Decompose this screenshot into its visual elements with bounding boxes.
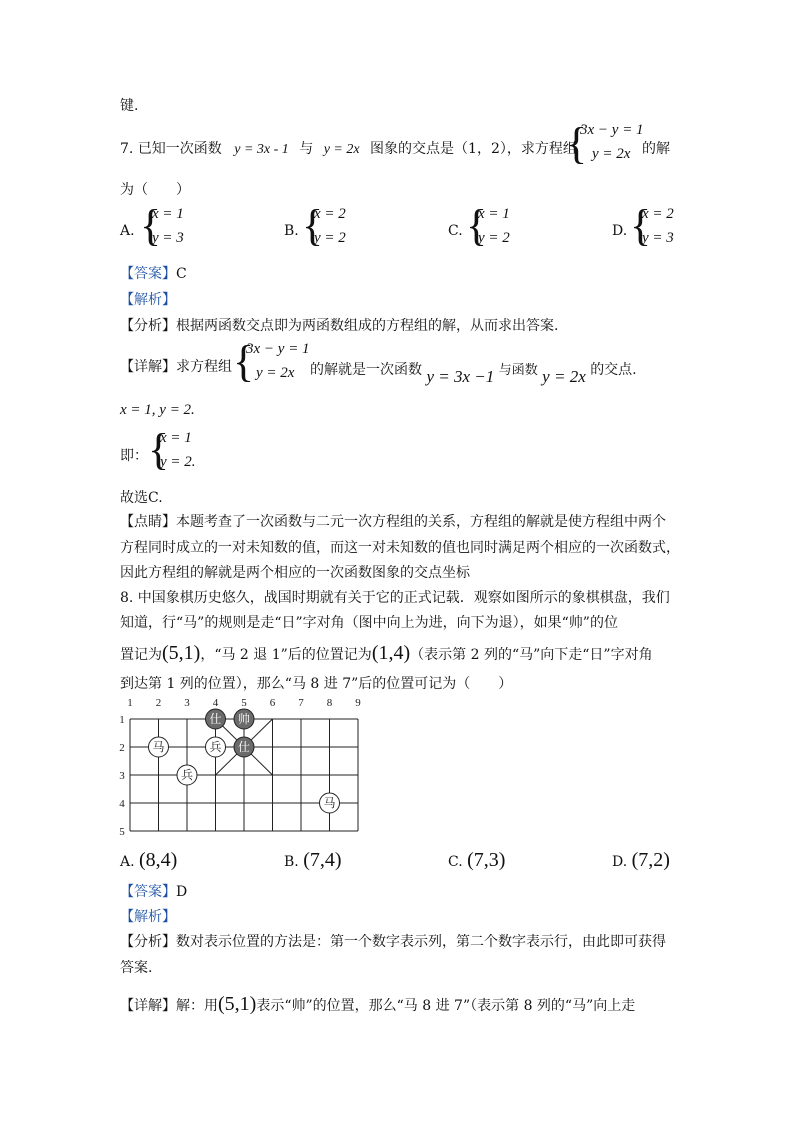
chess-piece [206, 737, 226, 757]
q7-stem-tail: 的解 [642, 141, 670, 157]
svg-text:马: 马 [323, 796, 336, 810]
q8-fenxi-2: 答案. [120, 960, 153, 976]
row-label-1: 1 [119, 714, 125, 726]
svg-text:兵: 兵 [209, 740, 222, 754]
q7-solution: x = 1, y = 2. [120, 402, 195, 418]
chess-piece [320, 793, 340, 813]
q7-detail: 【详解】求方程组 [120, 359, 232, 375]
q8-detail: 【详解】解：用(5,1)表示“帅”的位置，那么“马 8 进 7”（表示第 8 列的“马”向上走 [120, 993, 636, 1015]
continued-text: 键. [120, 98, 139, 114]
column-label-6: 6 [269, 697, 276, 709]
column-label-1: 1 [127, 697, 133, 709]
q8-line1: 8. 中国象棋历史悠久，战国时期就有关于它的正式记载．观察如图所示的象棋棋盘，我们 [120, 590, 670, 606]
column-label-4: 4 [212, 697, 219, 709]
q8-option-c[interactable]: C. (7,3) [448, 849, 506, 871]
q7-detail-rest: 的解就是一次函数 y = 3x −1 与函数 y = 2x 的交点. [310, 362, 637, 386]
q8-answer: 【答案】D [120, 884, 188, 900]
row-label-3: 3 [119, 770, 125, 782]
column-label-2: 2 [155, 697, 162, 709]
svg-text:兵: 兵 [180, 768, 194, 782]
q8-fenxi-1: 【分析】数对表示位置的方法是：第一个数字表示列，第二个数字表示行，由此即可获得 [120, 934, 666, 950]
q8-option-b[interactable]: B. (7,4) [284, 849, 342, 871]
chess-piece [149, 737, 169, 757]
board-grid [130, 719, 358, 831]
svg-text:帅: 帅 [237, 712, 251, 726]
q8-line2: 知道，行“马”的规则是走“日”字对角（图中向上为进，向下为退），如果“帅”的位 [120, 615, 618, 631]
column-label-5: 5 [241, 697, 247, 709]
row-label-5: 5 [119, 826, 125, 838]
q8-option-d[interactable]: D. (7,2) [612, 849, 670, 871]
q8-option-a[interactable]: A. (8,4) [120, 849, 178, 871]
q7-conclusion: 故选C. [120, 490, 163, 506]
q7-detail-brace: { [233, 337, 255, 386]
column-label-7: 7 [298, 697, 304, 709]
chess-board [110, 692, 370, 842]
chess-piece [206, 709, 226, 729]
q7-system-brace: { [566, 119, 588, 168]
q7-dianjing-2: 方程同时成立的一对未知数的值，而这一对未知数的值也同时满足两个相应的一次函数式， [120, 540, 680, 556]
row-label-2: 2 [119, 742, 125, 754]
chess-piece [177, 765, 197, 785]
svg-text:马: 马 [152, 740, 165, 754]
q7-ji: 即： [120, 448, 148, 464]
q7-stem-line1: 7. 已知一次函数 y = 3x - 1 与 y = 2x 图象的交点是（1，2），求方程组 [120, 141, 577, 157]
q8-line4: 到达第 1 列的位置），那么“马 8 进 7”后的位置可记为（ ） [120, 676, 513, 692]
chess-piece [234, 737, 254, 757]
svg-text:仕: 仕 [237, 740, 251, 754]
q7-dianjing-1: 【点睛】本题考查了一次函数与二元一次方程组的关系，方程组的解就是使方程组中两个 [120, 514, 666, 530]
row-label-4: 4 [119, 798, 125, 810]
chess-piece [234, 709, 254, 729]
column-label-9: 9 [355, 697, 361, 709]
q8-line3: 置记为(5,1)，“马 2 退 1”后的位置记为(1,4)（表示第 2 列的“马”向下走“日”字对角 [120, 642, 653, 664]
column-label-3: 3 [184, 697, 190, 709]
q7-stem-line2: 为（ ） [120, 182, 190, 198]
q7-answer: 【答案】C [120, 266, 187, 282]
q8-analysis-tag: 【解析】 [120, 909, 176, 925]
q7-dianjing-3: 因此方程组的解就是两个相应的一次函数图象的交点坐标 [120, 565, 470, 581]
svg-text:仕: 仕 [209, 712, 222, 726]
q7-fenxi: 【分析】根据两函数交点即为两函数组成的方程组的解，从而求出答案. [120, 318, 559, 334]
column-label-8: 8 [326, 697, 333, 709]
q7-analysis-tag: 【解析】 [120, 292, 176, 308]
